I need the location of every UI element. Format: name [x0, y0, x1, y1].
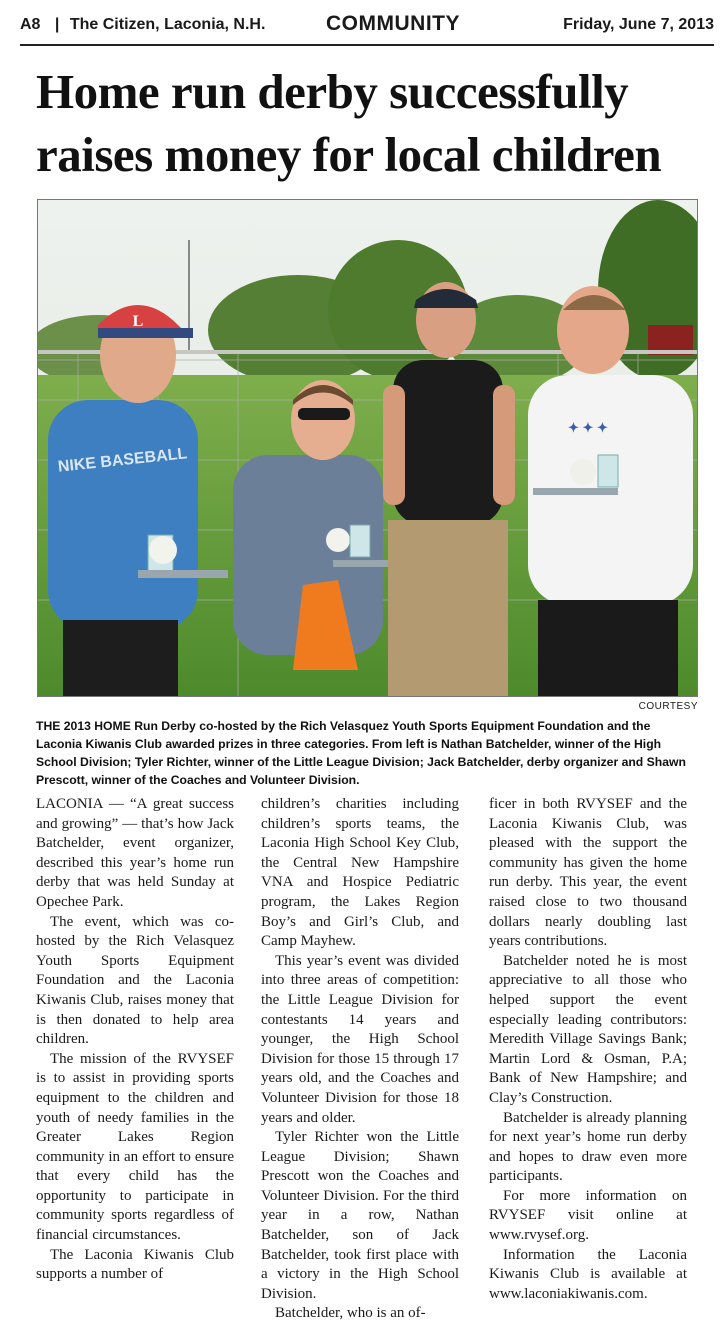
- svg-text:L: L: [132, 313, 144, 330]
- paragraph: Batchelder is already planning for next year’s home run derby and hopes to draw even more participants.: [489, 1109, 687, 1185]
- paragraph: This year’s event was divided into three areas of competition: the Little League Division for contestants 14 years and younger, the High School Division for those 15 through 17 years old, and the Coaches and Volunteer Division for those 18 years and older.: [261, 952, 459, 1126]
- headline-line-2: raises money for local children: [36, 127, 662, 182]
- page-folio: [20, 10, 714, 42]
- paragraph: The Laconia Kiwanis Club supports a number of: [36, 1246, 234, 1283]
- paragraph: Batchelder, who is an of-: [275, 1305, 426, 1322]
- paragraph: Batchelder noted he is most appreciative to all those who helped support the event especially leading contributors: Meredith Village Savings Bank; Martin Lord & Osman, P.A; Bank of New Hampshire; and Clay’s Construction.: [489, 952, 687, 1106]
- article-column-3: [489, 795, 687, 1304]
- folio-left: [20, 16, 265, 34]
- folio-rule: [20, 44, 714, 46]
- headline: [36, 60, 696, 186]
- publication-name: The Citizen, Laconia, N.H.: [69, 16, 266, 33]
- paragraph: For more information on RVYSEF visit online at www.rvysef.org.: [489, 1187, 687, 1244]
- page-number: A8: [20, 16, 41, 33]
- paragraph: The mission of the RVYSEF is to assist in providing sports equipment to the children and youth of needy families in the Greater Lakes Region community in an effort to ensure that every child has the opportunity to participate in community sports regardless of financial circumstances.: [36, 1050, 234, 1244]
- paragraph: Information the Laconia Kiwanis Club is available at www.laconiakiwanis.com.: [489, 1246, 687, 1302]
- photo-caption: THE 2013 HOME Run Derby co-hosted by the Rich Velasquez Youth Sports Equipment Foundation and the Laconia Kiwanis Club awarded prizes in three categories. From left is Nathan Batchelder, winner of the High School Division; Tyler Richter, winner of the Little League Division; Jack Batchelder, derby organizer and Shawn Prescott, winner of the Coaches and Volunteer Division.: [36, 719, 686, 787]
- headline-line-1: Home run derby successfully: [36, 64, 629, 119]
- article-column-2: [261, 795, 459, 1324]
- svg-text:✦ ✦ ✦: ✦ ✦ ✦: [568, 420, 608, 435]
- issue-date: Friday, June 7, 2013: [563, 16, 714, 33]
- news-photo: [37, 199, 698, 697]
- paragraph: Tyler Richter won the Little League Division; Shawn Prescott won the Coaches and Volunteer Division. For the third year in a row, Nathan Batchelder, son of Jack Batchelder, took first place with a victory in the High School Division.: [261, 1129, 459, 1302]
- svg-text:NIKE BASEBALL: NIKE BASEBALL: [57, 445, 188, 476]
- folio-separator: |: [54, 16, 60, 33]
- photo-credit: COURTESY: [638, 701, 698, 712]
- article-column-1: [36, 795, 234, 1285]
- paragraph: children’s charities including children’s sports teams, the Laconia High School Key Club, the Central New Hampshire VNA and Hospice Pediatric program, the Lakes Region Boy’s and Girl’s Club, and Camp Mayhew.: [261, 796, 459, 950]
- paragraph: ficer in both RVYSEF and the Laconia Kiwanis Club, was pleased with the support the community has given the home run derby. This year, the event raised close to two thousand dollars nearly doubling last years contributions.: [489, 796, 687, 950]
- paragraph: The event, which was co-hosted by the Rich Velasquez Youth Sports Equipment Foundation and the Laconia Kiwanis Club, raises money that is then donated to help area children.: [36, 913, 234, 1048]
- paragraph: LACONIA — “A great success and growing” — that’s how Jack Batchelder, event organizer, described this year’s home run derby that was held Sunday at Opechee Park.: [36, 796, 234, 910]
- photo-illustration: [38, 200, 697, 696]
- section-label: COMMUNITY: [326, 12, 460, 35]
